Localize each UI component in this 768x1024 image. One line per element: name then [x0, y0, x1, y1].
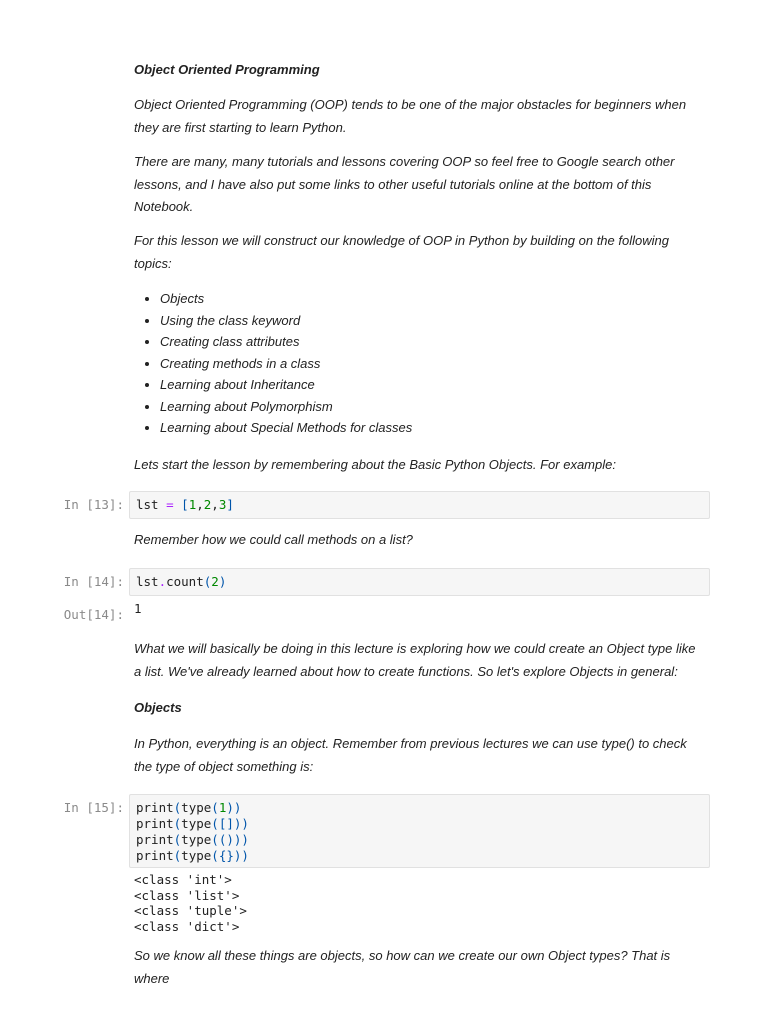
output-line: <class 'tuple'>	[134, 903, 247, 918]
topics-list	[134, 288, 704, 439]
code-cell-15[interactable]	[129, 794, 710, 868]
code-line: print(type(()))	[136, 832, 249, 847]
code-line: print(type({}))	[136, 848, 249, 863]
paragraph-everything-object: In Python, everything is an object. Remember from previous lectures we can use type() to check the type of object something is:	[134, 736, 687, 774]
output-line: <class 'list'>	[134, 887, 240, 903]
list-item: • Creating methods in a class	[160, 353, 704, 375]
paragraph-methods: Remember how we could call methods on a list?	[134, 532, 413, 547]
code-block	[130, 795, 709, 869]
paragraph-start: Lets start the lesson by remembering about the Basic Python Objects. For example:	[134, 457, 616, 472]
paragraph-lecture: What we will basically be doing in this lecture is exploring how we could create an Object type like a list. We've already learned about how to create functions. So let's explore Objects in general:	[134, 641, 696, 679]
code-cell-14[interactable]	[129, 568, 710, 596]
code-line: lst.count(2)	[136, 574, 227, 589]
input-prompt-13: In [13]:	[63, 497, 124, 512]
paragraph-topics-intro: For this lesson we will construct our knowledge of OOP in Python by building on the following topics:	[134, 233, 669, 271]
output-14: 1	[134, 601, 142, 616]
output-line: <class 'int'>	[134, 872, 232, 887]
heading-object-oriented-programming: Object Oriented Programming	[134, 62, 320, 77]
code-line: lst = [1,2,3]	[136, 497, 234, 512]
output-prompt-14: Out[14]:	[63, 607, 124, 622]
list-item: • Objects	[160, 288, 704, 310]
list-item: • Learning about Special Methods for classes	[160, 417, 704, 439]
list-item: • Using the class keyword	[160, 310, 704, 332]
input-prompt-14: In [14]:	[63, 574, 124, 589]
paragraph-intro: Object Oriented Programming (OOP) tends to be one of the major obstacles for beginners when they are first starting to learn Python.	[134, 97, 687, 135]
list-item: • Learning about Polymorphism	[160, 396, 704, 418]
code-line: print(type(1))	[136, 800, 242, 815]
paragraph-so-we-know: So we know all these things are objects, so how can we create our own Object types? That is where	[134, 948, 671, 986]
code-cell-13[interactable]	[129, 491, 710, 519]
input-prompt-15: In [15]:	[63, 800, 124, 815]
output-line: <class 'dict'>	[134, 918, 240, 934]
paragraph-tutorials: There are many, many tutorials and lessons covering OOP so feel free to Google search other lessons, and I have also put some links to other useful tutorials online at the bottom of this Notebook.	[134, 154, 675, 214]
code-line: print(type([]))	[136, 816, 249, 831]
heading-objects: Objects	[134, 700, 182, 715]
list-item: • Learning about Inheritance	[160, 374, 704, 396]
output-15	[134, 872, 247, 934]
list-item: • Creating class attributes	[160, 331, 704, 353]
